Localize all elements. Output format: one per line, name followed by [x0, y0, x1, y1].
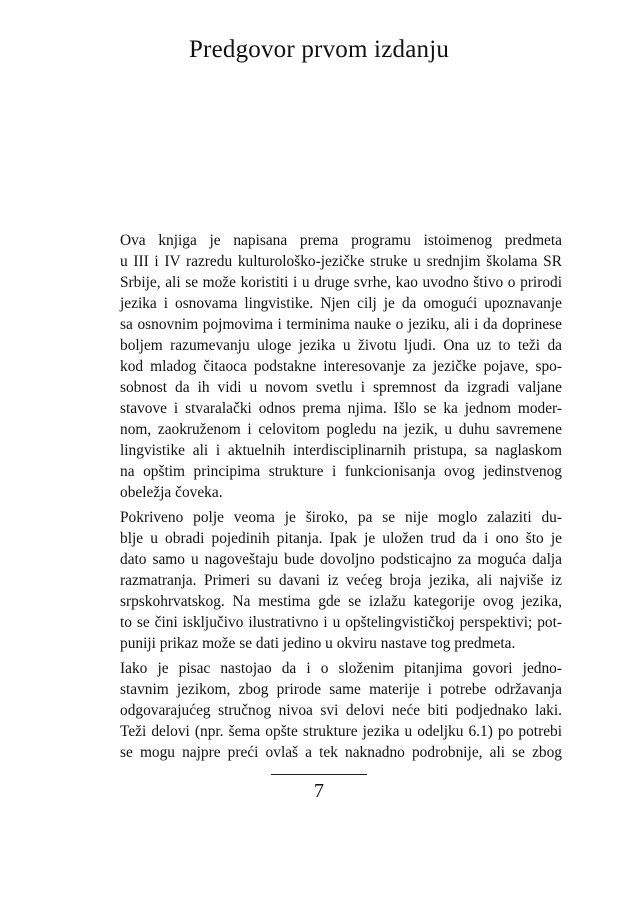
text-line: Teži delovi (npr. šema opšte strukture jezika u odeljku 6.1) po potrebi — [120, 723, 562, 740]
page-number: 7 — [314, 780, 324, 802]
text-line: dato samo u nagoveštaju bude dovoljno podsticajno za moguća dalja — [120, 551, 562, 568]
footer-divider — [271, 774, 367, 775]
text-line: Pokriveno polje veoma je široko, pa se nije moglo zalaziti du- — [120, 509, 562, 526]
text-line: stavove i stvaralački odnos prema njima. Išlo se ka jednom moder- — [120, 400, 562, 417]
text-line: obeležja čoveka. — [120, 484, 223, 501]
text-line: se mogu najpre preći ovlaš a tek naknadno podrobnije, ali se zbog — [120, 744, 562, 761]
text-line: jezika i osnovama lingvistike. Njen cilj je da omogući upoznavanje — [120, 295, 562, 312]
text-line: razmatranja. Primeri su davani iz većeg broja jezika, ali najviše iz — [120, 572, 562, 589]
text-line: kod mladog čitaoca podstakne interesovanje za jezičke pojave, spo- — [120, 358, 562, 375]
body-text — [84, 230, 562, 767]
text-line: sa osnovnim pojmovima i terminima nauke o jeziku, ali i da doprinese — [120, 316, 562, 333]
text-line: sobnost da ih vidi u novom svetlu i spremnost da izgradi valjane — [120, 379, 562, 396]
text-line: Ova knjiga je napisana prema programu istoimenog predmeta — [120, 232, 562, 249]
text-line: srpskohrvatskog. Na mestima gde se izlažu kategorije ovog jezika, — [120, 593, 562, 610]
text-line: na opštim principima strukture i funkcionisanja ovog jedinstvenog — [120, 463, 562, 480]
text-line: boljem razumevanju uloge jezika u životu ljudi. Ona uz to teži da — [120, 337, 562, 354]
paragraph-1 — [84, 230, 562, 503]
page-title: Predgovor prvom izdanju — [188, 36, 450, 63]
text-line: Srbije, ali se može koristiti i u druge svrhe, kao uvodno štivo o prirodi — [120, 274, 562, 291]
paragraph-2 — [84, 507, 562, 654]
text-line: blje u obradi pojedinih pitanja. Ipak je uložen trud da i ono što je — [120, 530, 562, 547]
text-line: to se čini isključivo ilustrativno i u opštelingvističkoj perspektivi; pot- — [120, 614, 562, 631]
text-line: Iako je pisac nastojao da i o složenim pitanjima govori jedno- — [120, 660, 562, 677]
text-line: stavnim jezikom, zbog prirode same materije i potrebe održavanja — [120, 681, 562, 698]
text-line: puniji prikaz može se dati jedino u okviru nastave tog predmeta. — [120, 635, 516, 652]
text-line: u III i IV razredu kulturološko-jezičke struke u srednjim školama SR — [120, 253, 562, 270]
text-line: odgovarajućeg stručnog nivoa svi delovi neće biti podjednako laki. — [120, 702, 562, 719]
text-line: lingvistike ali i aktuelnih interdisciplinarnih pristupa, sa naglaskom — [120, 442, 562, 459]
text-line: nom, zaokruženom i celovitom pogledu na jezik, u duhu savremene — [120, 421, 562, 438]
paragraph-3 — [84, 658, 562, 763]
